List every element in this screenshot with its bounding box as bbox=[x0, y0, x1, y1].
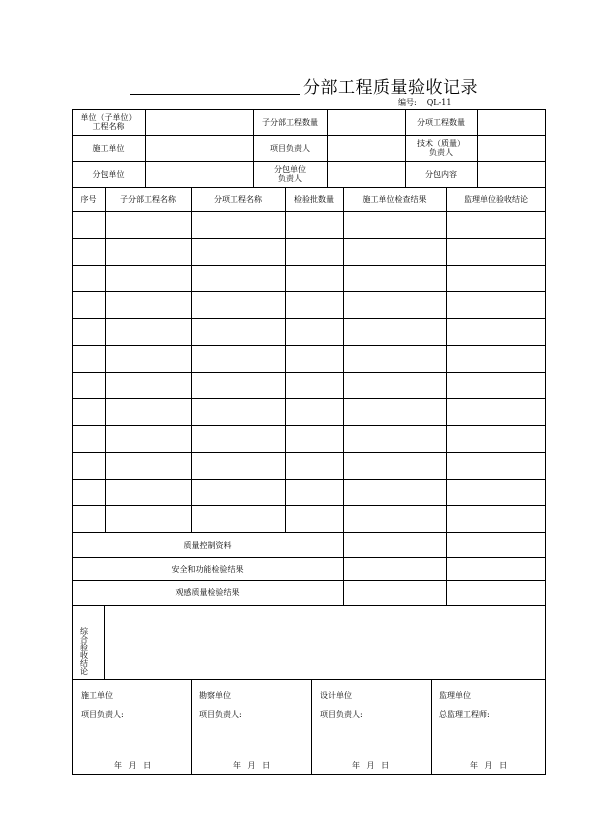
sign-unit-design: 设计单位 bbox=[320, 691, 352, 700]
rule bbox=[431, 679, 432, 775]
table-row-divider bbox=[72, 452, 546, 453]
rule bbox=[72, 211, 546, 212]
sign-unit-supervision: 监理单位 bbox=[439, 691, 471, 700]
sub-item-count-label: 分项工程数量 bbox=[417, 118, 465, 127]
appearance-quality-label: 观感质量检验结果 bbox=[175, 588, 240, 597]
rule bbox=[72, 187, 546, 188]
sign-date-survey: 年 月 日 bbox=[233, 761, 271, 770]
rule bbox=[104, 605, 105, 679]
sub-part-count-label: 子分部工程数量 bbox=[262, 118, 318, 127]
form-table bbox=[72, 109, 546, 775]
form-code-label: 编号: bbox=[398, 98, 417, 107]
rule bbox=[72, 557, 546, 558]
sign-person-supervision: 总监理工程师: bbox=[439, 710, 490, 719]
form-code-value: QL-11 bbox=[426, 98, 452, 107]
sign-person-design: 项目负责人: bbox=[320, 710, 363, 719]
table-row-divider bbox=[72, 291, 546, 292]
label-line: 技术（质量） bbox=[417, 139, 465, 148]
sign-unit-construction: 施工单位 bbox=[81, 691, 113, 700]
subcontract-manager-label bbox=[253, 165, 327, 183]
table-row-divider bbox=[72, 372, 546, 373]
quality-control-docs-label: 质量控制资料 bbox=[183, 541, 232, 550]
title-underline bbox=[130, 94, 300, 95]
unit-name-label bbox=[72, 113, 145, 131]
table-row-divider bbox=[72, 479, 546, 480]
page-title: 分部工程质量验收记录 bbox=[303, 78, 478, 98]
rule bbox=[311, 679, 312, 775]
table-row-divider bbox=[72, 425, 546, 426]
rule bbox=[327, 109, 328, 187]
table-row-divider bbox=[72, 398, 546, 399]
col-header-construction-check: 施工单位检查结果 bbox=[362, 195, 427, 204]
label-line: 分包单位 bbox=[274, 165, 306, 174]
label-line: 负责人 bbox=[278, 174, 302, 183]
rule bbox=[72, 161, 546, 162]
rule bbox=[72, 580, 546, 581]
rule bbox=[446, 187, 447, 605]
sign-person-survey: 项目负责人: bbox=[199, 710, 242, 719]
table-row-divider bbox=[72, 345, 546, 346]
col-header-supervision-conclusion: 监理单位验收结论 bbox=[464, 195, 528, 204]
sign-date-design: 年 月 日 bbox=[352, 761, 390, 770]
table-row-divider bbox=[72, 318, 546, 319]
overall-conclusion-label: 综合验收结论 bbox=[80, 627, 88, 676]
col-header-index: 序号 bbox=[80, 195, 97, 204]
rule bbox=[343, 187, 344, 605]
table-row-divider bbox=[72, 265, 546, 266]
label-line: 工程名称 bbox=[92, 122, 125, 131]
form-code bbox=[398, 97, 451, 108]
sign-unit-survey: 勘察单位 bbox=[199, 691, 231, 700]
sign-date-supervision: 年 月 日 bbox=[470, 761, 508, 770]
col-header-sub-item: 分项工程名称 bbox=[214, 195, 262, 204]
table-row-divider bbox=[72, 238, 546, 239]
rule bbox=[72, 605, 546, 606]
rule bbox=[145, 109, 146, 187]
label-line: 单位（子单位） bbox=[80, 113, 137, 122]
subcontract-unit-label: 分包单位 bbox=[92, 170, 125, 179]
table-row-divider bbox=[72, 505, 546, 506]
label-line: 负责人 bbox=[429, 148, 453, 157]
tech-manager-label bbox=[405, 139, 477, 157]
rule bbox=[72, 679, 546, 680]
rule bbox=[191, 679, 192, 775]
col-header-batch-count: 检验批数量 bbox=[294, 195, 334, 204]
rule bbox=[477, 109, 478, 187]
subcontract-content-label: 分包内容 bbox=[425, 170, 457, 179]
safety-function-label: 安全和功能检验结果 bbox=[171, 565, 244, 574]
col-header-sub-part: 子分部工程名称 bbox=[120, 195, 176, 204]
construction-unit-label: 施工单位 bbox=[92, 144, 125, 153]
rule bbox=[72, 532, 546, 533]
project-manager-label: 项目负责人 bbox=[270, 144, 310, 153]
rule bbox=[72, 135, 546, 136]
sign-date-construction: 年 月 日 bbox=[114, 761, 152, 770]
sign-person-construction: 项目负责人: bbox=[81, 710, 124, 719]
